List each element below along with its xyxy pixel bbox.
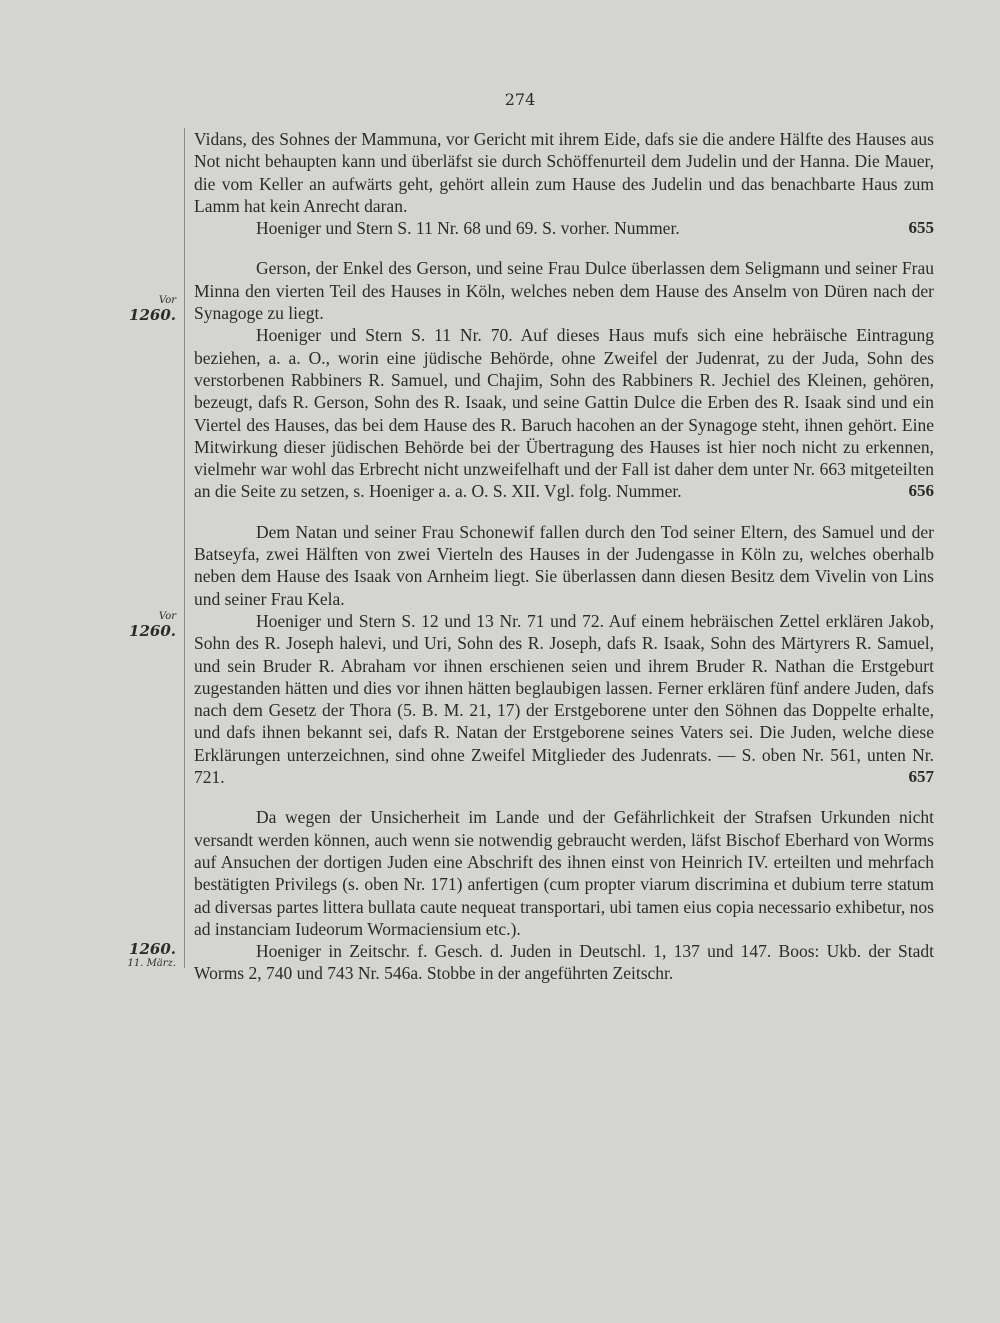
margin-note-date: 11. März. [127,958,176,969]
entry-citation [194,324,934,502]
entry-655 [194,128,934,239]
entry-657 [194,521,934,789]
entry-gap [194,239,934,257]
entry-citation: Hoeniger in Zeitschr. f. Gesch. d. Juden in Deutschl. 1, 137 und 147. Boos: Ukb. der Stadt Worms 2, 740 und 743 Nr. 546a. Stobbe in der angeführten Zeitschr. [194,941,934,984]
entry-656 [194,257,934,502]
entry-number: 656 [908,481,934,501]
entry-number: 657 [908,767,934,787]
entry-citation-text: Hoeniger und Stern S. 12 und 13 Nr. 71 und 72. Auf einem hebräischen Zettel erklären Jakob, Sohn des R. Joseph halevi, und Uri, Sohn des R. Joseph, dafs R. Isaak, Sohn des Märtyrers R. Samuel, und sein Bruder R. Abraham vor ihnen erschienen seien und ihrem Bruder R. Nathan die Erstgeburt zugestanden hätten und dies vor ihnen hätten beglaubigen lassen. Ferner erklären fünf andere Juden, dafs nach dem Gesetz der Thora (5. B. M. 21, 17) der Erstgeborene unter den Söhnen das Doppelte erhalte, und dafs ihnen bekannt sei, dafs R. Natan der Erstgeborene seines Vaters sei. Die Juden, welche diese Erklärungen unterzeichnen, sind ohne Zweifel Mitglieder des Judenrats. — S. oben Nr. 561, unten Nr. 721. [194,610,934,788]
entry-paragraph: Da wegen der Unsicherheit im Lande und der Gefährlichkeit der Strafsen Urkunden nicht versandt werden können, auch wenn sie notwendig gebraucht werden, läfst Bischof Eberhard von Worms auf Ansuchen der dortigen Juden eine Abschrift des ihnen einst von Heinrich IV. erteilten und mehrfach bestätigten Privilegs (s. oben Nr. 171) anfertigen (cum propter viarum discrimina et dubium terre statum ad diversas partes littera bullata caute nequeat transportari, ubi tamen eius copia necessario exhibetur, nos ad instanciam Iudeorum Wormaciensium etc.). [194,807,934,939]
entry-citation-text: Hoeniger und Stern S. 11 Nr. 68 und 69. S. vorher. Nummer. [256,218,680,239]
entry-658 [194,806,934,984]
page-number: 274 [504,90,536,109]
entry-paragraph: Dem Natan und seiner Frau Schonewif fallen durch den Tod seiner Eltern, des Samuel und der Batseyfa, zwei Hälften von zwei Vierteln des Hauses in der Judengasse in Köln zu, welches oberhalb neben dem Hause des Isaak von Arnheim liegt. Sie überlassen dann diesen Besitz dem Vivelin von Lins und seiner Frau Kela. [194,521,934,609]
margin-note-prefix: Vor [158,611,176,622]
entry-citation-text: Hoeniger und Stern S. 11 Nr. 70. Auf dieses Haus mufs sich eine hebräische Eintragung beziehen, a. a. O., worin eine jüdische Behörde, ohne Zweifel der Judenrat, zu der Juda, Sohn des verstorbenen Rabbiners R. Samuel, und Chajim, Sohn des Rabbiners R. Jechiel des Kleinen, gehören, bezeugt, dafs R. Gerson, Sohn des R. Isaak, und seine Gattin Dulce die Erben des R. Isaak sind und ein Viertel des Hauses, das bei dem Hause des R. Baruch hacohen an der Synagoge steht, ihnen gehört. Eine Mitwirkung dieser jüdischen Behörde bei der Übertragung des Hauses ist hier noch nicht zu erkennen, vielmehr war wohl das Erbrecht nicht unzweifelhaft und der Fall ist daher dem unter Nr. 663 mitgeteilten an die Seite zu setzen, s. Hoeniger a. a. O. S. XII. Vgl. folg. Nummer. [194,325,934,502]
margin-rule [184,128,185,968]
entry-gap [194,503,934,521]
margin-note-entry-658 [112,940,176,969]
margin-note-entry-656 [112,296,176,323]
entry-paragraph: Vidans, des Sohnes der Mammuna, vor Gericht mit ihrem Eide, dafs sie die andere Hälfte des Hauses aus Not nicht behaupten kann und überläfst sie durch Schöffenurteil dem Judelin und der Hanna. Die Mauer, die vom Keller an aufwärts geht, gehört allein zum Hause des Judelin und das benachbarte Haus zum Lamm hat kein Anrecht daran. [194,129,934,216]
margin-note-year: 1260. [129,940,176,958]
margin-note-prefix: Vor [158,295,176,306]
body-text [194,128,934,985]
margin-note-entry-657 [112,612,176,639]
entry-citation [194,217,934,239]
entry-citation [194,610,934,788]
margin-note-year: 1260. [129,622,176,640]
entry-paragraph: Gerson, der Enkel des Gerson, und seine Frau Dulce überlassen dem Seligmann und seiner Frau Minna den vierten Teil des Hauses in Köln, welches neben dem Hause des Anselm von Düren nach der Synagoge zu liegt. [194,258,934,324]
entry-gap [194,788,934,806]
entry-number: 655 [908,218,934,238]
margin-note-year: 1260. [129,306,176,324]
